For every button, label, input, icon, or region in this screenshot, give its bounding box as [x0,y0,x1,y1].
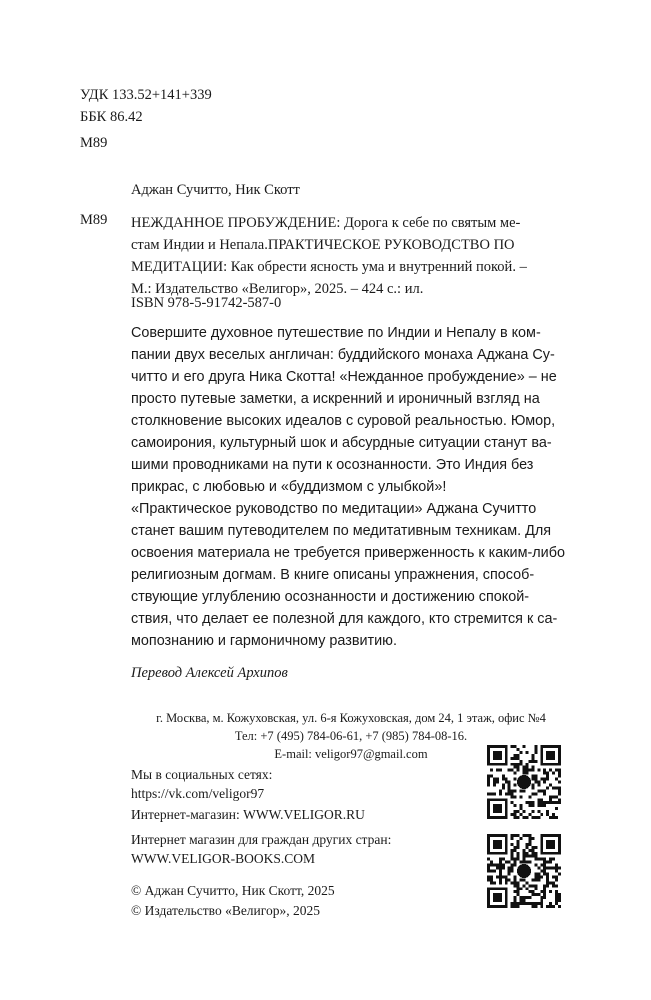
address-street: г. Москва, м. Кожуховская, ул. 6-я Кожуховская, дом 24, 1 этаж, офис №4 [156,711,546,725]
qr-code-icon[interactable] [487,834,561,908]
annotation-line: прикрас, с любовью и «буддизмом с улыбкой»! [131,479,447,495]
bib-line: М.: Издательство «Велигор», 2025. – 424 с.: ил. [131,281,424,297]
shop-line-3[interactable]: WWW.VELIGOR-BOOKS.COM [131,851,315,866]
copyright-line: © Издательство «Велигор», 2025 [131,903,320,918]
bib-line: МЕДИТАЦИИ: Как обрести ясность ума и внутренний покой. – [131,259,527,275]
annotation-line: просто путевые заметки, а искренний и ироничный взгляд на [131,391,540,407]
annotation-line: самоирония, культурный шок и абсурдные ситуации станут ва- [131,435,552,451]
isbn: ISBN 978-5-91742-587-0 [131,295,282,311]
bib-author-mark: М89 [80,212,108,228]
annotation-line: столкновение высоких идеалов с суровой реальностью. Юмор, [131,413,556,429]
annotation-line: «Практическое руководство по медитации» Аджана Сучитто [131,501,537,517]
qr-code-icon[interactable] [487,745,561,819]
annotation-line: Совершите духовное путешествие по Индии и Непалу в ком- [131,325,541,341]
authors: Аджан Сучитто, Ник Скотт [131,182,300,198]
annotation-line: ствия, что делает ее полезной для каждого, кто стремится к са- [131,611,558,627]
annotation-line: станет вашим путеводителем по медитативным техникам. Для [131,523,552,539]
copyright-block [131,881,335,921]
bib-line: НЕЖДАННОЕ ПРОБУЖДЕНИЕ: Дорога к себе по святым ме- [131,215,521,231]
bbk-code: ББК 86.42 [80,109,143,125]
social-heading: Мы в социальных сетях: [131,767,273,782]
shop-line-1[interactable]: Интернет-магазин: WWW.VELIGOR.RU [131,807,365,822]
bibliographic-description [131,212,571,300]
annotation-line: читто и его друга Ника Скотта! «Нежданное пробуждение» – не [131,369,557,385]
address-phones: Тел: +7 (495) 784-06-61, +7 (985) 784-08-16. [234,729,468,743]
translator-credit: Перевод Алексей Архипов [131,665,288,681]
annotation-line: ствующие углублению осознанности и достижению спокой- [131,589,530,605]
classification-block [80,84,212,154]
copyright-line: © Аджан Сучитто, Ник Скотт, 2025 [131,883,335,898]
social-block [131,765,272,803]
udk-code: УДК 133.52+141+339 [80,87,212,103]
shop-line-2: Интернет магазин для граждан других стран: [131,832,392,847]
shop-block [131,805,391,868]
annotation [131,322,571,652]
annotation-line: религиозным догмам. В книге описаны упражнения, способ- [131,567,535,583]
author-mark: М89 [80,135,108,151]
address-email: E-mail: veligor97@gmail.com [274,747,428,761]
bib-line: стам Индии и Непала.ПРАКТИЧЕСКОЕ РУКОВОДСТВО ПО [131,237,515,253]
annotation-line: пании двух веселых англичан: буддийского монаха Аджана Су- [131,347,555,363]
annotation-line: мопознанию и гармоничному развитию. [131,633,397,649]
social-link[interactable]: https://vk.com/veligor97 [131,786,265,801]
annotation-line: шими проводниками на пути к осознанности. Это Индия без [131,457,534,473]
annotation-line: освоения материала не требуется приверженность к каким-либо [131,545,565,561]
